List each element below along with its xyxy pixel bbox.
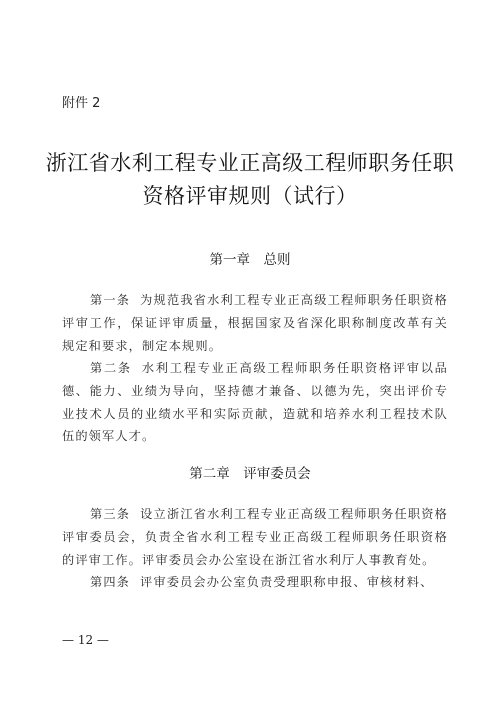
article-number: 第一条 (90, 293, 131, 307)
article-number: 第二条 (90, 361, 132, 375)
chapter-heading-1: 第一章 总则 (209, 252, 291, 268)
article-text: 评审委员会办公室负责受理职称申报、审核材料、 (140, 575, 434, 589)
article-text: 为规范我省水利工程专业正高级工程师职务任职资格评审工作，保证评审质量，根据国家及省深化职称制度改革有关规定和要求，制定本规则。 (62, 293, 449, 353)
article-number: 第三条 (90, 507, 131, 521)
document-title-line-1: 浙江省水利工程专业正高级工程师职务任职 (45, 151, 455, 175)
chapter-heading-2: 第二章 评审委员会 (189, 466, 311, 482)
article-paragraph (62, 289, 448, 357)
article-paragraph (62, 357, 448, 448)
document-title-line-2: 资格评审规则（试行） (142, 184, 358, 208)
article-number: 第四条 (90, 575, 131, 589)
article-text: 水利工程专业正高级工程师职务任职资格评审以品德、能力、业绩为导向，坚持德才兼备、以德为先，突出评价专业技术人员的业绩水平和实际贡献，造就和培养水利工程技术队伍的领军人才。 (62, 361, 448, 444)
attachment-label: 附件 2 (62, 96, 101, 111)
article-paragraph (62, 503, 448, 571)
page-number: — 12 — (62, 633, 109, 647)
article-paragraph (62, 571, 448, 594)
article-text: 设立浙江省水利工程专业正高级工程师职务任职资格评审委员会，负责全省水利工程专业正高级工程师职务任职资格的评审工作。评审委员会办公室设在浙江省水利厅人事教育处。 (62, 507, 449, 567)
